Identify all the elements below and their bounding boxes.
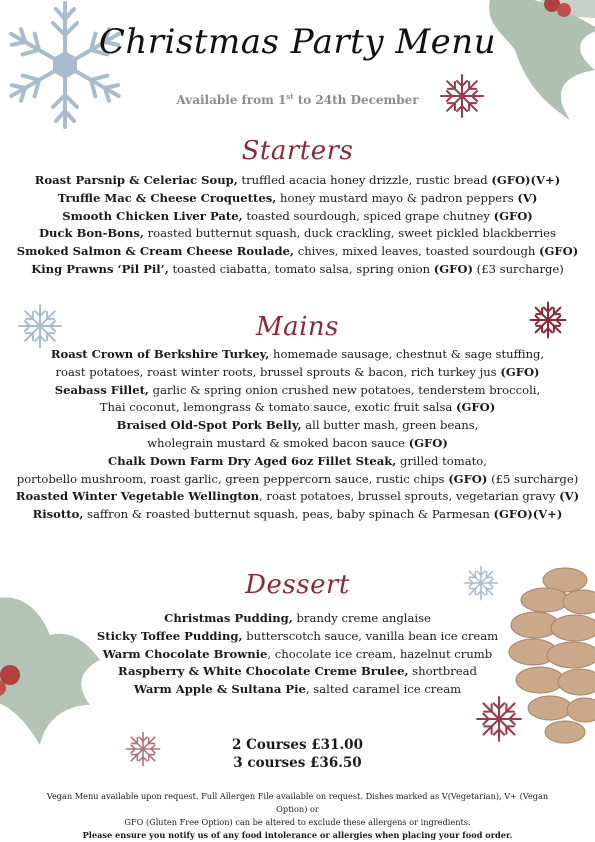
surcharge: (£5 surcharge) xyxy=(487,471,579,486)
starters-list xyxy=(0,172,595,279)
menu-item xyxy=(0,208,595,226)
dish-name: Roast Parsnip & Celeriac Soup, xyxy=(34,173,238,187)
menu-item-continued xyxy=(0,435,595,453)
subtitle-text-start: Available from 1 xyxy=(176,93,287,107)
menu-item xyxy=(0,646,595,664)
menu-item xyxy=(0,417,595,435)
snowflake-icon-top-left xyxy=(0,0,140,140)
menu-item xyxy=(0,453,595,471)
menu-item xyxy=(0,610,595,628)
dish-name: Chalk Down Farm Dry Aged 6oz Fillet Steak, xyxy=(108,453,397,468)
dish-name: Warm Apple & Sultana Pie xyxy=(133,682,306,697)
dietary-tag: (GFO) xyxy=(448,471,488,486)
starters-heading: Starters xyxy=(241,136,354,166)
dish-name: Roast Crown of Berkshire Turkey, xyxy=(50,347,270,361)
dish-description: honey mustard mayo & padron peppers xyxy=(276,190,518,205)
dietary-tag: (GFO) xyxy=(539,244,579,259)
dish-description: , roast potatoes, brussel sprouts, vegetarian gravy xyxy=(259,489,560,504)
dish-description: toasted sourdough, spiced grape chutney xyxy=(242,208,494,223)
holly-leaf-icon-top-right xyxy=(470,0,595,140)
menu-item xyxy=(0,243,595,261)
dish-name: Roasted Winter Vegetable Wellington xyxy=(15,489,260,504)
menu-item-continued xyxy=(0,399,595,417)
dietary-tag: (GFO) xyxy=(500,364,540,379)
dish-name: Warm Chocolate Brownie xyxy=(102,646,268,661)
dish-name: Braised Old-Spot Pork Belly, xyxy=(116,418,302,433)
menu-item xyxy=(0,663,595,681)
menu-item xyxy=(0,681,595,699)
dietary-tag: (V) xyxy=(517,190,538,205)
dish-description: truffled acacia honey drizzle, rustic bread xyxy=(237,173,492,187)
menu-item xyxy=(0,346,595,364)
dish-name: Duck Bon-Bons, xyxy=(39,226,144,241)
three-courses-price: 3 courses £36.50 xyxy=(233,755,362,771)
dish-description: shortbread xyxy=(408,664,477,679)
two-courses-price: 2 Courses £31.00 xyxy=(232,737,363,753)
dish-description: brandy creme anglaise xyxy=(292,611,431,625)
dish-description: , salted caramel ice cream xyxy=(305,682,462,697)
dietary-tag: (GFO)(V+) xyxy=(493,507,563,522)
dish-description: saffron & roasted butternut squash, peas, baby spinach & Parmesan xyxy=(83,507,494,522)
mains-heading: Mains xyxy=(255,312,340,342)
menu-item xyxy=(0,190,595,208)
menu-item-continued xyxy=(0,364,595,382)
dish-name: Raspberry & White Chocolate Creme Brulee, xyxy=(118,664,409,679)
dish-description: grilled tomato, xyxy=(396,453,487,468)
menu-item xyxy=(0,261,595,279)
dish-name: Risotto, xyxy=(32,507,84,522)
menu-item xyxy=(0,628,595,646)
dish-description: toasted ciabatta, tomato salsa, spring onion xyxy=(168,261,434,276)
subtitle-superscript: st xyxy=(286,92,294,101)
dish-description: butterscotch sauce, vanilla bean ice cream xyxy=(242,628,499,643)
surcharge: (£3 surcharge) xyxy=(472,261,564,276)
menu-item xyxy=(0,506,595,524)
dietary-tag: (GFO) xyxy=(456,400,496,415)
mains-list xyxy=(0,346,595,524)
dish-description: roast potatoes, roast winter roots, brussel sprouts & bacon, rich turkey jus xyxy=(55,364,501,379)
menu-title: Christmas Party Menu xyxy=(98,22,497,62)
subtitle-text-end: to 24th December xyxy=(293,93,419,107)
dish-name: King Prawns ‘Pil Pil’, xyxy=(31,261,169,276)
dish-description: chives, mixed leaves, toasted sourdough xyxy=(294,244,540,259)
dietary-tag: (V) xyxy=(559,489,580,504)
dessert-heading: Dessert xyxy=(245,570,350,600)
dish-name: Seabass Fillet, xyxy=(54,382,149,397)
menu-item xyxy=(0,382,595,400)
dish-description: garlic & spring onion crushed new potatoes, tenderstem broccoli, xyxy=(148,382,541,397)
footer-note-line1: Vegan Menu available upon request. Full Allergen File available on request. Dishes marked as V(Vegetarian), V+ (Vegan Option) or xyxy=(46,791,549,814)
dietary-tag: (GFO)(V+) xyxy=(491,173,561,187)
footer-note-line2: GFO (Gluten Free Option) can be altered to exclude these allergens or ingredients. xyxy=(124,817,471,827)
course-prices xyxy=(0,736,595,772)
menu-item xyxy=(0,225,595,243)
availability-subtitle xyxy=(0,92,595,107)
dessert-list xyxy=(0,610,595,699)
dietary-tag: (GFO) xyxy=(408,435,448,450)
dish-description: portobello mushroom, roast garlic, green peppercorn sauce, rustic chips xyxy=(16,471,449,486)
dish-name: Smoked Salmon & Cream Cheese Roulade, xyxy=(16,244,295,259)
dish-description: Thai coconut, lemongrass & tomato sauce, exotic fruit salsa xyxy=(99,400,456,415)
dish-description: all butter mash, green beans, xyxy=(301,418,479,433)
dish-name: Truffle Mac & Cheese Croquettes, xyxy=(57,190,277,205)
menu-item-continued xyxy=(0,471,595,489)
dish-name: Smooth Chicken Liver Pate, xyxy=(62,208,243,223)
menu-item xyxy=(0,172,595,190)
dish-name: Sticky Toffee Pudding, xyxy=(96,628,243,643)
dish-description: wholegrain mustard & smoked bacon sauce xyxy=(147,435,409,450)
footer-allergy-notice: Please ensure you notify us of any food intolerance or allergies when placing your food order. xyxy=(82,830,513,840)
dietary-tag: (GFO) xyxy=(493,208,533,223)
allergen-footer xyxy=(30,790,565,842)
dish-description: homemade sausage, chestnut & sage stuffing, xyxy=(269,347,545,361)
menu-item xyxy=(0,488,595,506)
dish-name: Christmas Pudding, xyxy=(164,611,293,625)
dish-description: roasted butternut squash, duck crackling, sweet pickled blackberries xyxy=(143,226,556,241)
dietary-tag: (GFO) xyxy=(433,261,473,276)
dish-description: , chocolate ice cream, hazelnut crumb xyxy=(267,646,493,661)
